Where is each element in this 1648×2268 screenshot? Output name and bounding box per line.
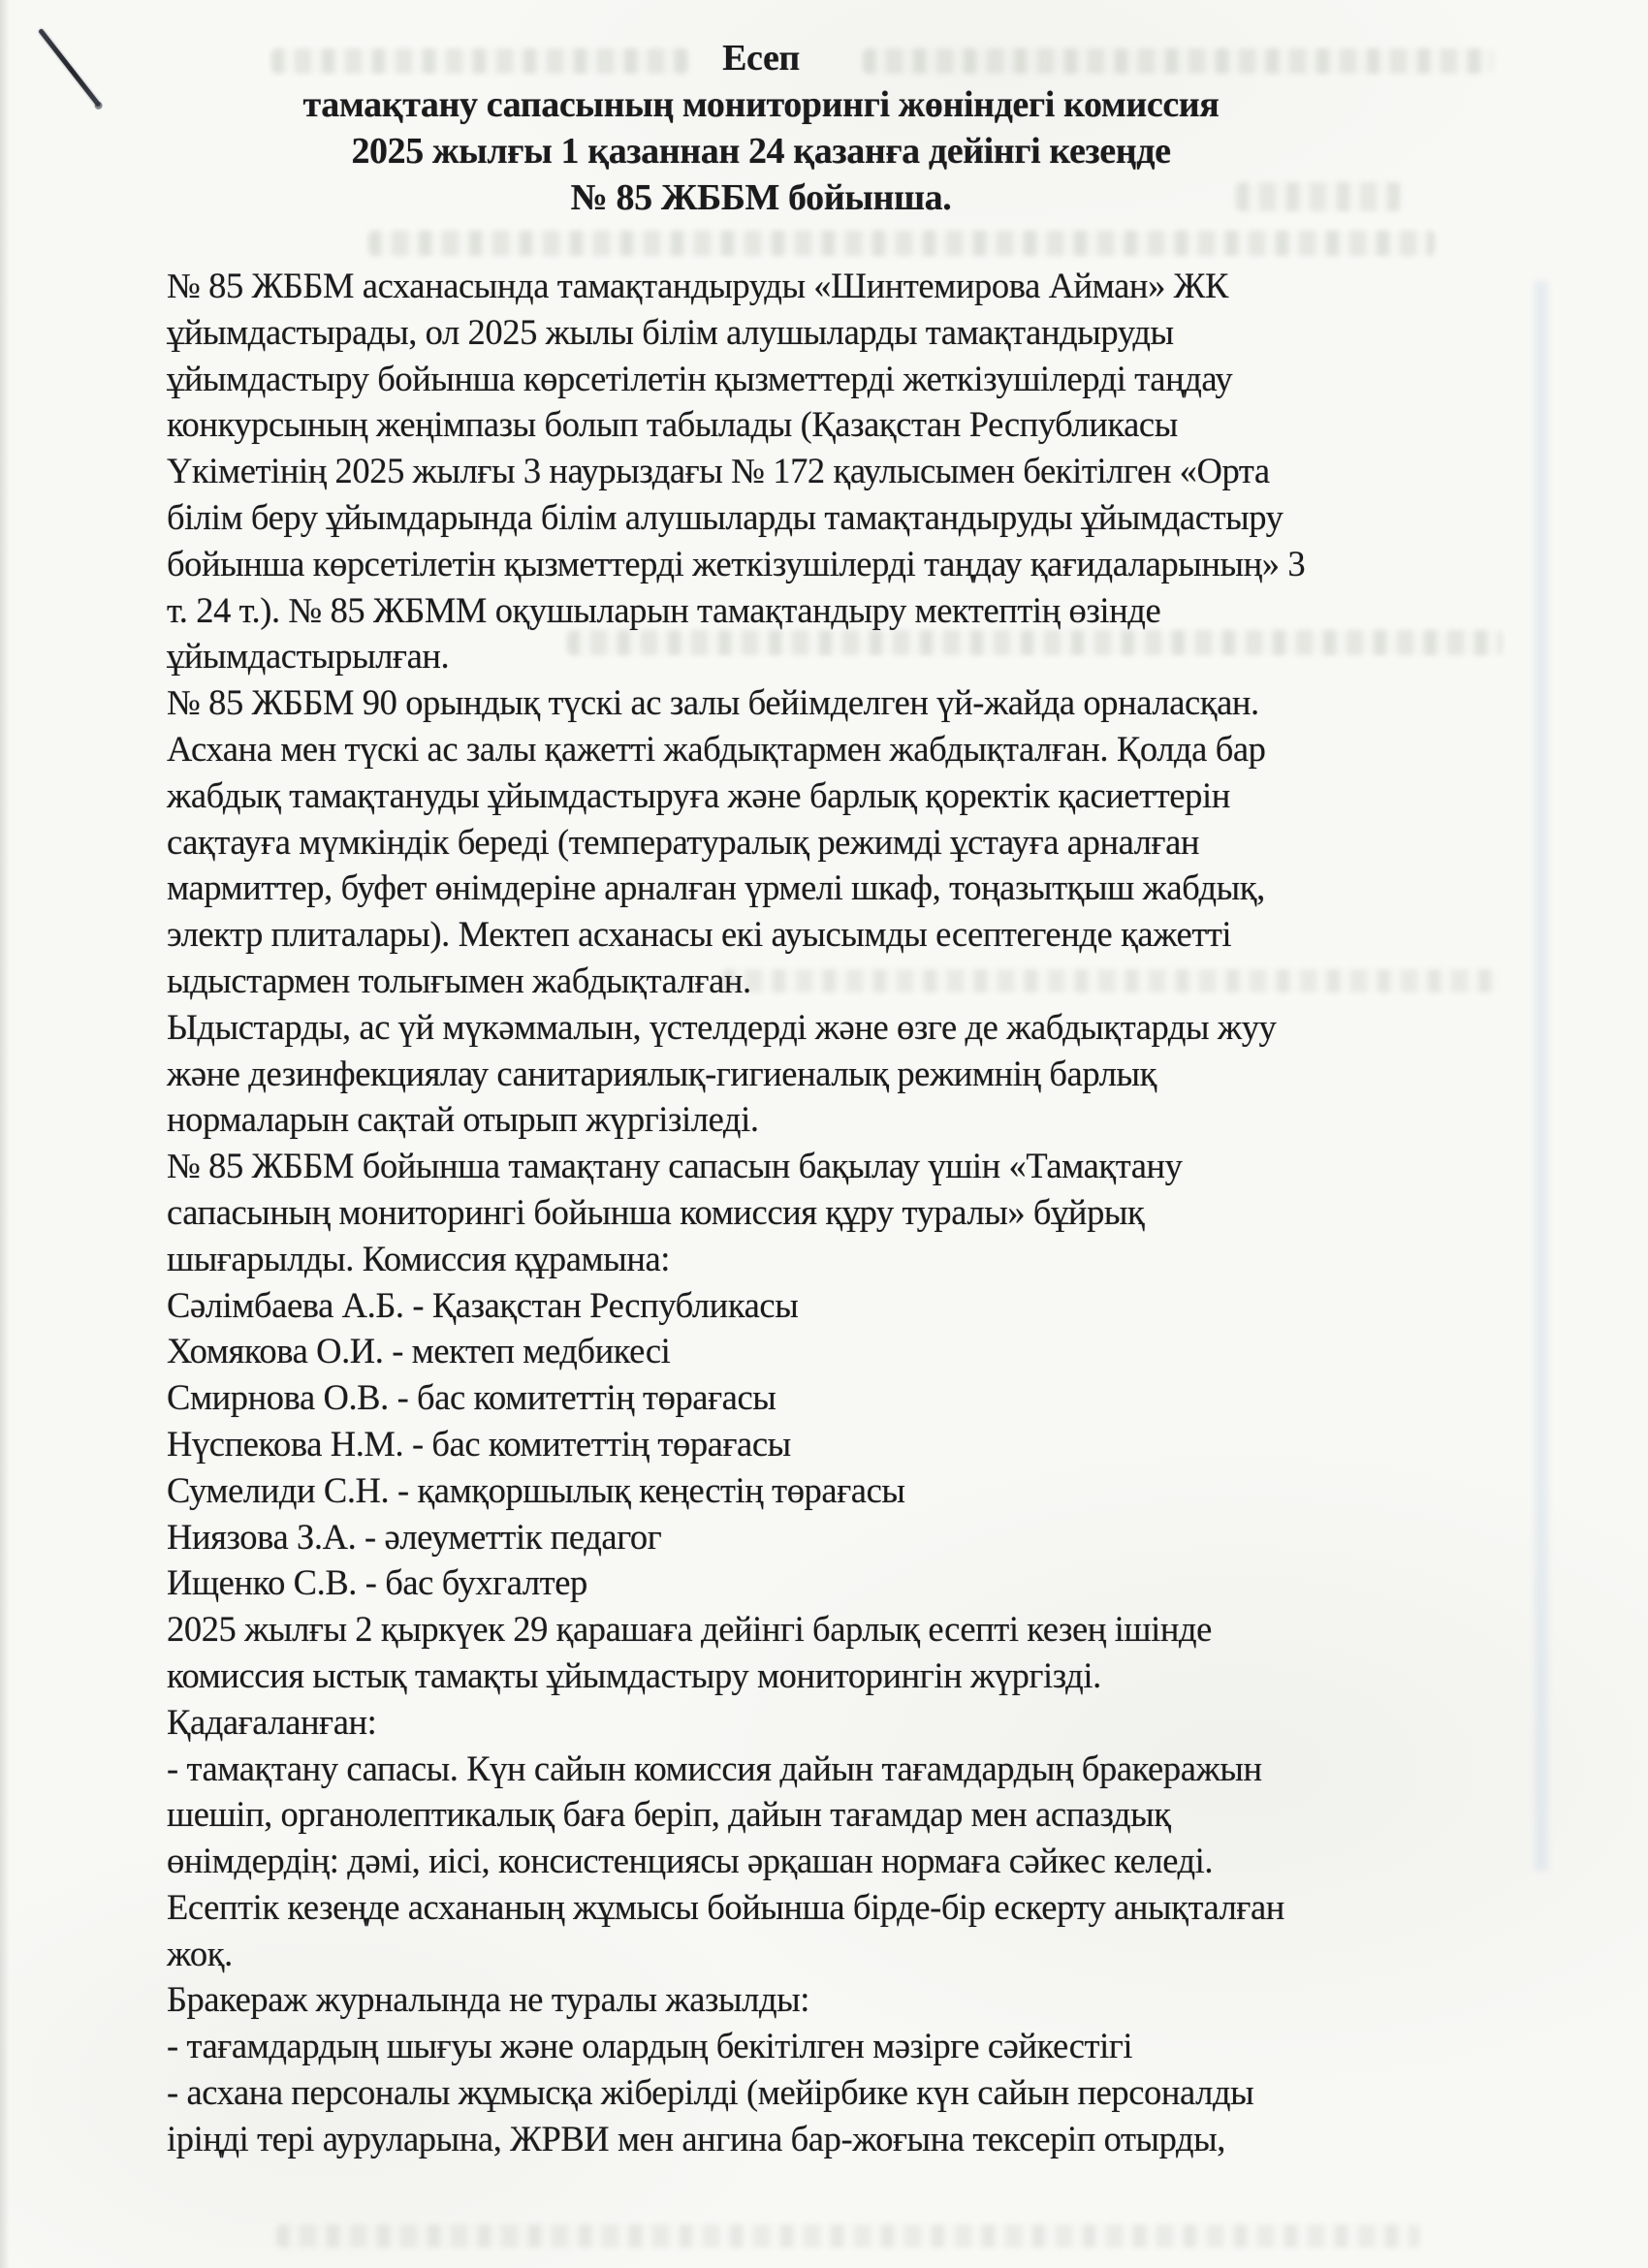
text-line: іріңді тері ауруларына, ЖРВИ мен ангина бар-жоғына тексеріп отырды, bbox=[167, 2118, 1226, 2158]
text-line: Сәлімбаева А.Б. - Қазақстан Республикасы bbox=[167, 1284, 799, 1325]
text-line: жабдық тамақтануды ұйымдастыруға және барлық қоректік қасиеттерін bbox=[167, 774, 1230, 815]
text-line: № 85 ЖББМ бойынша тамақтану сапасын бақылау үшін «Тамақтану bbox=[167, 1146, 1183, 1186]
text-line: т. 24 т.). № 85 ЖБММ оқушыларын тамақтандыру мектептің өзінде bbox=[167, 589, 1161, 630]
text-line: - тағамдардың шығуы және олардың бекітілген мәзірге сәйкестігі bbox=[167, 2026, 1133, 2066]
text-line: Есеп bbox=[722, 38, 800, 79]
text-line: Ниязова З.А. - әлеуметтік педагог bbox=[167, 1516, 662, 1557]
text-line: Нүспекова Н.М. - бас комитеттің төрағасы bbox=[167, 1423, 791, 1464]
scan-color-band-artifact bbox=[1535, 281, 1548, 1871]
text-line: ұйымдастыру бойынша көрсетілетін қызметтерді жеткізушілерді таңдау bbox=[167, 358, 1233, 398]
text-line: және дезинфекциялау санитариялық-гигиеналық режимнің барлық bbox=[167, 1053, 1157, 1093]
text-line: ыдыстармен толығымен жабдықталған. bbox=[167, 960, 751, 1000]
text-line: бойынша көрсетілетін қызметтерді жеткізушілерді таңдау қағидаларының» 3 bbox=[167, 543, 1306, 583]
text-line: Қадағаланған: bbox=[167, 1701, 377, 1742]
text-line: нормаларын сақтай отырып жүргізіледі. bbox=[167, 1099, 759, 1140]
text-line: - асхана персоналы жұмысқа жіберілді (мейірбике күн сайын персоналды bbox=[167, 2072, 1254, 2113]
text-line: № 85 ЖББМ бойынша. bbox=[570, 177, 952, 218]
bleed-through-artifact bbox=[368, 231, 1435, 256]
text-line: жоқ. bbox=[167, 1933, 233, 1973]
pen-stroke-mark bbox=[38, 28, 102, 108]
text-line: 2025 жылғы 1 қазаннан 24 қазанға дейінгі кезеңде bbox=[351, 131, 1171, 172]
text-line: шығарылды. Комиссия құрамына: bbox=[167, 1238, 671, 1278]
text-line: - тамақтану сапасы. Күн сайын комиссия дайын тағамдардың бракеражын bbox=[167, 1748, 1262, 1788]
text-line: мармиттер, буфет өнімдеріне арналған үрмелі шкаф, тоңазытқыш жабдық, bbox=[167, 867, 1265, 908]
scanner-edge-shadow bbox=[0, 0, 10, 2268]
text-line: № 85 ЖББМ асханасында тамақтандыруды «Шинтемирова Айман» ЖК bbox=[167, 266, 1228, 305]
text-line: конкурсының жеңімпазы болып табылады (Қазақстан Республикасы bbox=[167, 404, 1178, 445]
text-line: комиссия ыстық тамақты ұйымдастыру мониторингін жүргізді. bbox=[167, 1654, 1101, 1695]
text-line: сапасының мониторингі бойынша комиссия құру туралы» бұйрық bbox=[167, 1191, 1145, 1232]
text-line: Үкіметінің 2025 жылғы 3 наурыздағы № 172 қаулысымен бекітілген «Орта bbox=[167, 451, 1270, 491]
text-line: Хомякова О.И. - мектеп медбикесі bbox=[167, 1331, 671, 1371]
text-line: 2025 жылғы 2 қыркүек 29 қарашаға дейінгі барлық есепті кезең ішінде bbox=[167, 1609, 1212, 1650]
text-line: ұйымдастырады, ол 2025 жылы білім алушыларды тамақтандыруды bbox=[167, 311, 1174, 352]
text-line: ұйымдастырылған. bbox=[167, 636, 450, 677]
text-line: өнімдердің: дәмі, иісі, консистенциясы әрқашан нормаға сәйкес келеді. bbox=[167, 1841, 1214, 1881]
text-line: Бракераж журналында не туралы жазылды: bbox=[167, 1979, 809, 2020]
text-line: Ыдыстарды, ас үй мүкәммалын, үстелдерді және өзге де жабдықтарды жуу bbox=[167, 1006, 1277, 1047]
text-line: сақтауға мүмкіндік береді (температуралық режимді ұстауға арналған bbox=[167, 821, 1200, 862]
text-line: № 85 ЖББМ 90 орындық түскі ас залы бейімделген үй-жайда орналасқан. bbox=[167, 682, 1259, 723]
text-line: тамақтану сапасының мониторингі жөніндегі комиссия bbox=[302, 84, 1220, 125]
text-line: электр плиталары). Мектеп асханасы екі ауысымды есептегенде қажетті bbox=[167, 914, 1232, 955]
text-line: Ищенко С.В. - бас бухгалтер bbox=[167, 1562, 587, 1603]
text-line: Сумелиди С.Н. - қамқоршылық кеңестің төрағасы bbox=[167, 1469, 905, 1510]
text-line: Асхана мен түскі ас залы қажетті жабдықтармен жабдықталған. Қолда бар bbox=[167, 728, 1266, 769]
text-line: шешіп, органолептикалық баға беріп, дайын тағамдар мен аспаздық bbox=[167, 1794, 1171, 1835]
document-title bbox=[165, 35, 1357, 221]
text-line: Смирнова О.В. - бас комитеттің төрағасы bbox=[167, 1377, 776, 1418]
bleed-through-artifact bbox=[276, 2224, 1420, 2248]
text-line: білім беру ұйымдарында білім алушыларды тамақтандыруды ұйымдастыру bbox=[167, 496, 1284, 537]
text-line: Есептік кезеңде асхананың жұмысы бойынша бірде-бір ескерту анықталған bbox=[167, 1886, 1284, 1927]
document-body-text bbox=[167, 263, 1514, 2162]
